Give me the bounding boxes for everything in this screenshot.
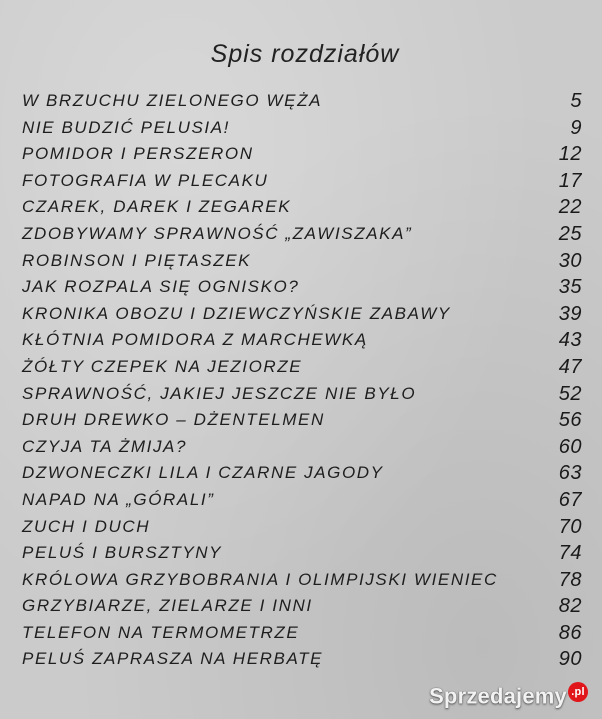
chapter-title: W BRZUCHU ZIELONEGO WĘŻA	[22, 91, 323, 110]
chapter-title: DRUH DREWKO – DŻENTELMEN	[22, 410, 325, 430]
toc-entry	[22, 168, 582, 195]
chapter-title: TELEFON NA TERMOMETRZE	[22, 622, 300, 642]
page-number: 60	[558, 435, 582, 458]
toc-entry	[22, 460, 582, 487]
chapter-title: KRÓLOWA GRZYBOBRANIA I OLIMPIJSKI WIENIEC	[22, 569, 498, 589]
page-number: 9	[570, 116, 582, 139]
page-title: Spis rozdziałów	[210, 40, 400, 68]
chapter-title: CZYJA TA ŻMIJA?	[22, 436, 188, 456]
page-number: 56	[558, 409, 582, 432]
watermark-suffix: .pl	[568, 682, 588, 702]
toc-entry	[22, 115, 582, 142]
page-number: 35	[558, 276, 582, 299]
toc-entry	[22, 248, 582, 275]
watermark-logo	[429, 682, 588, 709]
page-number: 12	[558, 143, 582, 166]
page-number: 25	[558, 222, 582, 245]
toc-entry	[22, 567, 582, 594]
chapter-title: KRONIKA OBOZU I DZIEWCZYŃSKIE ZABAWY	[22, 303, 451, 323]
toc-entry	[22, 194, 582, 221]
chapter-title: FOTOGRAFIA W PLECAKU	[22, 170, 269, 190]
chapter-title: NIE BUDZIĆ PELUSIA!	[22, 117, 230, 137]
chapter-title: JAK ROZPALA SIĘ OGNISKO?	[22, 277, 300, 297]
chapter-title: ROBINSON I PIĘTASZEK	[22, 250, 252, 270]
chapter-title: KŁÓTNIA POMIDORA Z MARCHEWKĄ	[22, 330, 368, 350]
page-number: 52	[558, 382, 582, 405]
chapter-title: ŻÓŁTY CZEPEK NA JEZIORZE	[22, 356, 303, 376]
page-number: 22	[558, 196, 582, 219]
toc-entry	[22, 407, 582, 434]
chapter-title: POMIDOR I PERSZERON	[22, 144, 254, 164]
page-number: 90	[558, 648, 582, 671]
chapter-title: PELUŚ ZAPRASZA NA HERBATĘ	[22, 649, 324, 669]
toc-entry	[22, 301, 582, 328]
page-number: 70	[558, 515, 582, 538]
page-number: 17	[558, 169, 582, 192]
chapter-title: ZDOBYWAMY SPRAWNOŚĆ „ZAWISZAKA”	[22, 223, 413, 243]
page-number: 43	[558, 329, 582, 352]
page-number: 63	[558, 462, 582, 485]
chapter-title: ZUCH I DUCH	[22, 516, 151, 536]
chapter-title: CZAREK, DAREK I ZEGAREK	[22, 197, 292, 217]
toc-entry	[22, 221, 582, 248]
toc-entry	[22, 540, 582, 567]
toc-entry	[22, 487, 582, 514]
toc-entry	[22, 327, 582, 354]
toc-entry	[22, 354, 582, 381]
page-number: 78	[558, 568, 582, 591]
toc-entry	[22, 646, 582, 673]
table-of-contents	[22, 88, 582, 673]
toc-entry	[22, 141, 582, 168]
chapter-title: GRZYBIARZE, ZIELARZE I INNI	[22, 596, 313, 616]
toc-entry	[22, 434, 582, 461]
chapter-title: PELUŚ I BURSZTYNY	[22, 543, 223, 563]
page-number: 39	[558, 302, 582, 325]
toc-entry	[22, 593, 582, 620]
page-number: 5	[570, 90, 582, 112]
watermark-text: Sprzedajemy	[429, 683, 567, 708]
page-number: 82	[558, 595, 582, 618]
page-number: 67	[558, 488, 582, 511]
page-number: 30	[558, 249, 582, 272]
page-number: 86	[558, 621, 582, 644]
page-number: 74	[558, 542, 582, 565]
toc-entry	[22, 88, 582, 115]
page-number: 47	[558, 355, 582, 378]
toc-entry	[22, 514, 582, 541]
chapter-title: DZWONECZKI LILA I CZARNE JAGODY	[22, 463, 384, 483]
chapter-title: NAPAD NA „GÓRALI”	[22, 489, 215, 509]
toc-entry	[22, 274, 582, 301]
toc-entry	[22, 620, 582, 647]
chapter-title: SPRAWNOŚĆ, JAKIEJ JESZCZE NIE BYŁO	[22, 383, 417, 403]
toc-entry	[22, 381, 582, 408]
